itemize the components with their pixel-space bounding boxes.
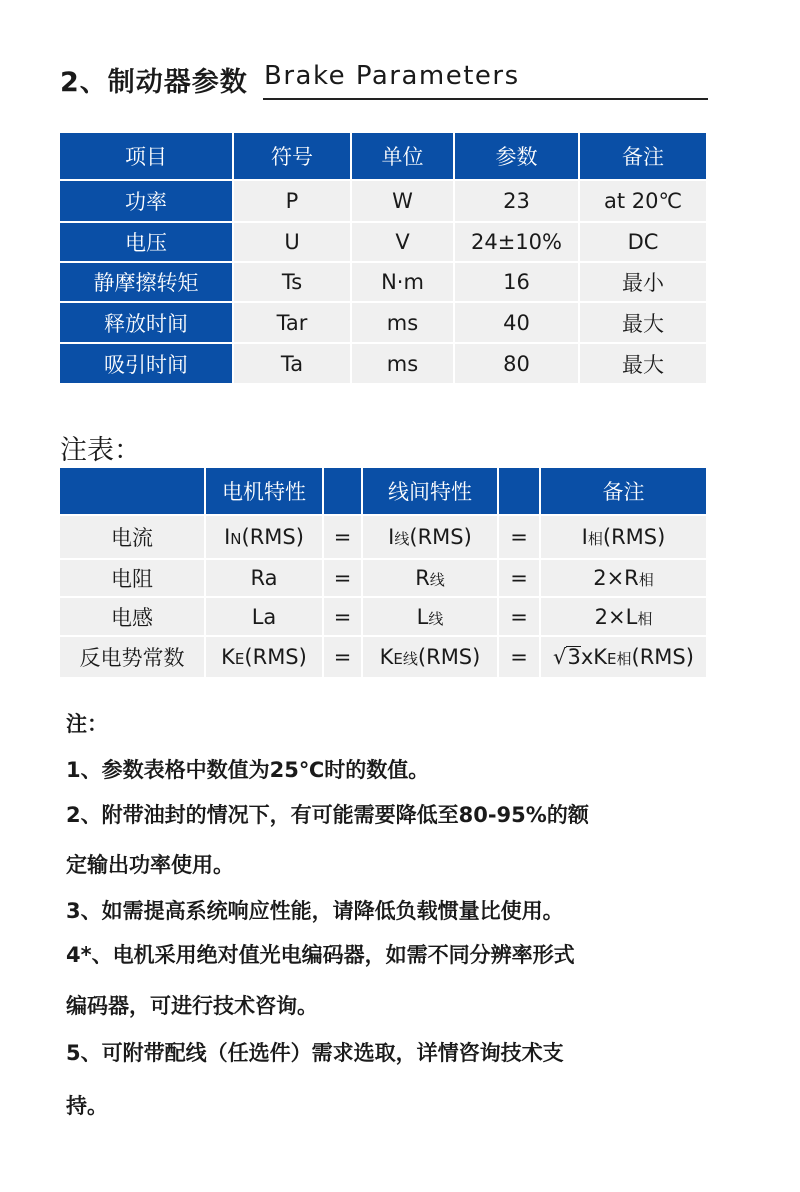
header-value: 参数 — [455, 133, 578, 179]
header-blank — [499, 468, 539, 514]
equals-sign: = — [499, 637, 539, 677]
line-value: KE线(RMS) — [363, 637, 497, 677]
row-item: 静摩擦转矩 — [60, 263, 232, 301]
table-row — [60, 223, 706, 261]
header-motor: 电机特性 — [206, 468, 322, 514]
table-row — [60, 560, 706, 596]
header-line: 线间特性 — [363, 468, 497, 514]
header-item: 项目 — [60, 133, 232, 179]
row-symbol: Ta — [234, 344, 350, 383]
row-unit: V — [352, 223, 453, 261]
row-remark: 最小 — [580, 263, 706, 301]
remark-value: √3xKE相(RMS) — [541, 637, 706, 677]
header-unit: 单位 — [352, 133, 453, 179]
note-line: 4*、电机采用绝对值光电编码器，如需不同分辨率形式 — [66, 943, 575, 967]
note-line: 定输出功率使用。 — [66, 853, 234, 877]
section-title — [60, 60, 708, 102]
equals-sign: = — [324, 516, 361, 558]
table-row — [60, 303, 706, 342]
table-row — [60, 344, 706, 383]
row-unit: W — [352, 181, 453, 221]
motor-value: KE(RMS) — [206, 637, 322, 677]
row-remark: DC — [580, 223, 706, 261]
row-item: 电压 — [60, 223, 232, 261]
header-remark: 备注 — [541, 468, 706, 514]
motor-value: La — [206, 598, 322, 635]
note-line: 1、参数表格中数值为25℃时的数值。 — [66, 758, 430, 782]
row-value: 23 — [455, 181, 578, 221]
motor-value: IN(RMS) — [206, 516, 322, 558]
remark-value: I相(RMS) — [541, 516, 706, 558]
note-line: 2、附带油封的情况下，有可能需要降低至80-95%的额 — [66, 803, 589, 827]
row-value: 16 — [455, 263, 578, 301]
table-row — [60, 263, 706, 301]
equals-sign: = — [324, 598, 361, 635]
row-symbol: P — [234, 181, 350, 221]
row-symbol: Tar — [234, 303, 350, 342]
row-remark: 最大 — [580, 303, 706, 342]
equals-sign: = — [499, 516, 539, 558]
table-row — [60, 181, 706, 221]
table-header-row — [60, 468, 706, 514]
note-line: 5、可附带配线（任选件）需求选取，详情咨询技术支 — [66, 1041, 564, 1065]
row-remark: 最大 — [580, 344, 706, 383]
row-unit: ms — [352, 344, 453, 383]
title-underline — [263, 98, 708, 100]
row-value: 80 — [455, 344, 578, 383]
row-value: 24±10% — [455, 223, 578, 261]
notes-heading: 注： — [66, 712, 108, 736]
equals-sign: = — [499, 598, 539, 635]
table-row — [60, 637, 706, 677]
section-title-en: Brake Parameters — [264, 61, 520, 91]
line-value: I线(RMS) — [363, 516, 497, 558]
table-row — [60, 598, 706, 635]
sqrt-icon: √ — [553, 645, 567, 669]
equals-sign: = — [499, 560, 539, 596]
line-value: R线 — [363, 560, 497, 596]
note-line: 持。 — [66, 1094, 108, 1118]
row-label: 电感 — [60, 598, 204, 635]
row-label: 电阻 — [60, 560, 204, 596]
section-title-cn: 2、制动器参数 — [60, 67, 248, 98]
row-remark: at 20℃ — [580, 181, 706, 221]
row-symbol: U — [234, 223, 350, 261]
remark-value: 2×L相 — [541, 598, 706, 635]
row-label: 电流 — [60, 516, 204, 558]
table-header-row — [60, 133, 706, 179]
header-blank — [324, 468, 361, 514]
note-line: 编码器，可进行技术咨询。 — [66, 994, 318, 1018]
note-table-heading: 注表： — [60, 435, 141, 466]
line-value: L线 — [363, 598, 497, 635]
row-item: 吸引时间 — [60, 344, 232, 383]
motor-value: Ra — [206, 560, 322, 596]
row-unit: N·m — [352, 263, 453, 301]
row-label: 反电势常数 — [60, 637, 204, 677]
equals-sign: = — [324, 637, 361, 677]
row-item: 释放时间 — [60, 303, 232, 342]
remark-value: 2×R相 — [541, 560, 706, 596]
note-line: 3、如需提高系统响应性能，请降低负载惯量比使用。 — [66, 899, 564, 923]
header-remark: 备注 — [580, 133, 706, 179]
row-item: 功率 — [60, 181, 232, 221]
table-row — [60, 516, 706, 558]
header-symbol: 符号 — [234, 133, 350, 179]
row-unit: ms — [352, 303, 453, 342]
header-blank — [60, 468, 204, 514]
characteristics-table — [58, 466, 708, 679]
row-symbol: Ts — [234, 263, 350, 301]
brake-parameters-table — [58, 131, 708, 385]
row-value: 40 — [455, 303, 578, 342]
equals-sign: = — [324, 560, 361, 596]
